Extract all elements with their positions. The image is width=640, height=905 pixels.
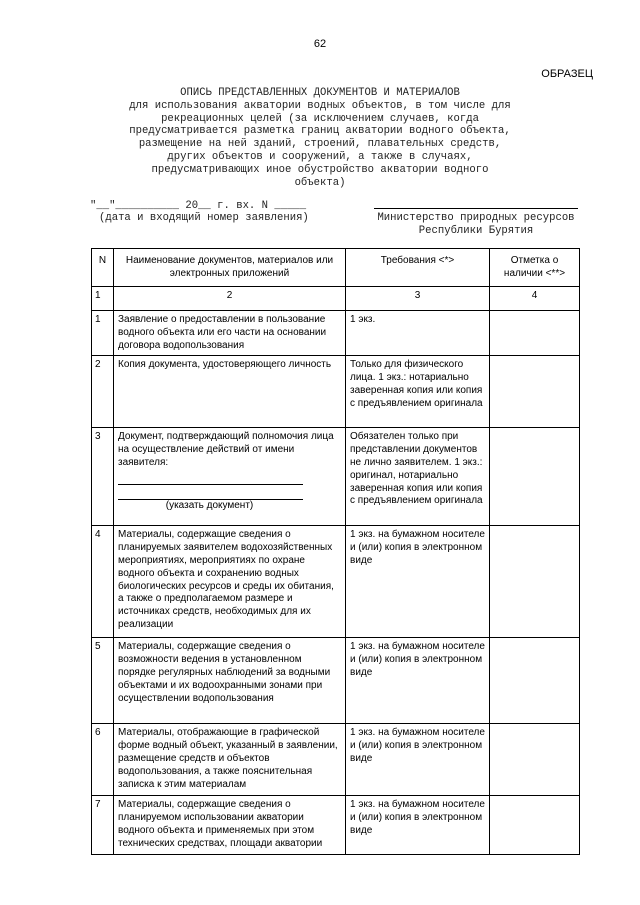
document-name: Материалы, содержащие сведения о планируемом использовании акватории водного объекта и применяемых при этом технических средствах, площади акватории <box>114 796 346 854</box>
table-row <box>92 724 580 796</box>
table-header-row <box>92 249 580 287</box>
title-line: рекреационных целей (за исключением случаев, когда <box>161 112 479 125</box>
availability-mark[interactable] <box>490 311 580 356</box>
column-number: 1 <box>92 287 114 311</box>
document-name: Копия документа, удостоверяющего личность <box>114 356 346 428</box>
fill-hint: (указать документ) <box>165 499 254 511</box>
row-number: 3 <box>92 428 114 526</box>
column-number: 2 <box>114 287 346 311</box>
document-requirements: 1 экз. на бумажном носителе и (или) копия в электронном виде <box>346 724 490 796</box>
document-name: Материалы, содержащие сведения о возможности ведения в установленном порядке регулярных наблюдений за водными объектами и их водоохранными зонами при осуществлении водопользования <box>114 638 346 724</box>
document-requirements: 1 экз. на бумажном носителе и (или) копия в электронном виде <box>346 526 490 638</box>
ministry-name <box>374 212 578 238</box>
table-row <box>92 356 580 428</box>
document-requirements: 1 экз. на бумажном носителе и (или) копия в электронном виде <box>346 638 490 724</box>
row-number: 5 <box>92 638 114 724</box>
page-number: 62 <box>313 38 327 50</box>
row-number: 7 <box>92 796 114 854</box>
column-number: 3 <box>346 287 490 311</box>
availability-mark[interactable] <box>490 796 580 854</box>
blank-fill-line[interactable] <box>118 485 303 500</box>
availability-mark[interactable] <box>490 526 580 638</box>
document-name: Документ, подтверждающий полномочия лица на осуществление действий от имени заявителя: <box>118 431 334 468</box>
availability-mark[interactable] <box>490 356 580 428</box>
title-line: для использования акватории водных объектов, в том числе для <box>129 99 511 112</box>
title-line: объекта) <box>294 176 346 189</box>
documents-table <box>91 248 580 855</box>
table-row <box>92 638 580 724</box>
table-row <box>92 526 580 638</box>
column-number: 4 <box>490 287 580 311</box>
table-row <box>92 311 580 356</box>
document-title <box>100 87 540 189</box>
title-line: других объектов и сооружений, а также в случаях, <box>167 150 473 163</box>
ministry-divider <box>374 208 578 209</box>
document-requirements: 1 экз. на бумажном носителе и (или) копия в электронном виде <box>346 796 490 854</box>
blank-fill-line[interactable] <box>118 470 303 485</box>
sample-stamp: ОБРАЗЕЦ <box>541 68 593 80</box>
ministry-line: Министерство природных ресурсов <box>377 212 575 224</box>
application-date-caption: (дата и входящий номер заявления) <box>99 212 309 224</box>
title-line: предусматривающих иное обустройство акватории водного <box>151 163 489 176</box>
document-name: Материалы, содержащие сведения о планируемых заявителем водохозяйственных мероприятиях, мероприятиях по охране водного объекта и сохранению водных биологических ресурсов и среды их обитания, а также о предполагаемом размере и источниках средств, необходимых для их реализации <box>114 526 346 638</box>
title-line: предусматривается разметка границ акватории водного объекта, <box>129 125 511 138</box>
row-number: 2 <box>92 356 114 428</box>
document-requirements: 1 экз. <box>346 311 490 356</box>
title-line: размещение на ней зданий, строений, плавательных средств, <box>138 138 502 151</box>
application-date-line: "__"__________ 20__ г. вх. N _____ <box>90 200 307 212</box>
header-requirements: Требования <*> <box>346 249 490 287</box>
table-column-numbers-row <box>92 287 580 311</box>
row-number: 1 <box>92 311 114 356</box>
document-name: Заявление о предоставлении в пользование водного объекта или его части на основании договора водопользования <box>114 311 346 356</box>
document-name: Материалы, отображающие в графической форме водный объект, указанный в заявлении, размещение средств и объектов водопользования, а также пояснительная записка к этим материалам <box>114 724 346 796</box>
availability-mark[interactable] <box>490 428 580 526</box>
table-row <box>92 428 580 526</box>
row-number: 4 <box>92 526 114 638</box>
header-number: N <box>92 249 114 287</box>
row-number: 6 <box>92 724 114 796</box>
availability-mark[interactable] <box>490 638 580 724</box>
document-name-cell <box>114 428 346 526</box>
document-requirements: Обязателен только при представлении документов не лично заявителем. 1 экз.: оригинал, нотариально заверенная копия или копия с предъявлением оригинала <box>346 428 490 526</box>
ministry-line: Республики Бурятия <box>418 224 534 237</box>
table-row <box>92 796 580 854</box>
header-name: Наименование документов, материалов или электронных приложений <box>114 249 346 287</box>
document-requirements: Только для физического лица. 1 экз.: нотариально заверенная копия или копия с предъявлением оригинала <box>346 356 490 428</box>
availability-mark[interactable] <box>490 724 580 796</box>
header-mark: Отметка о наличии <**> <box>490 249 580 287</box>
title-line: ОПИСЬ ПРЕДСТАВЛЕННЫХ ДОКУМЕНТОВ И МАТЕРИАЛОВ <box>180 87 460 99</box>
